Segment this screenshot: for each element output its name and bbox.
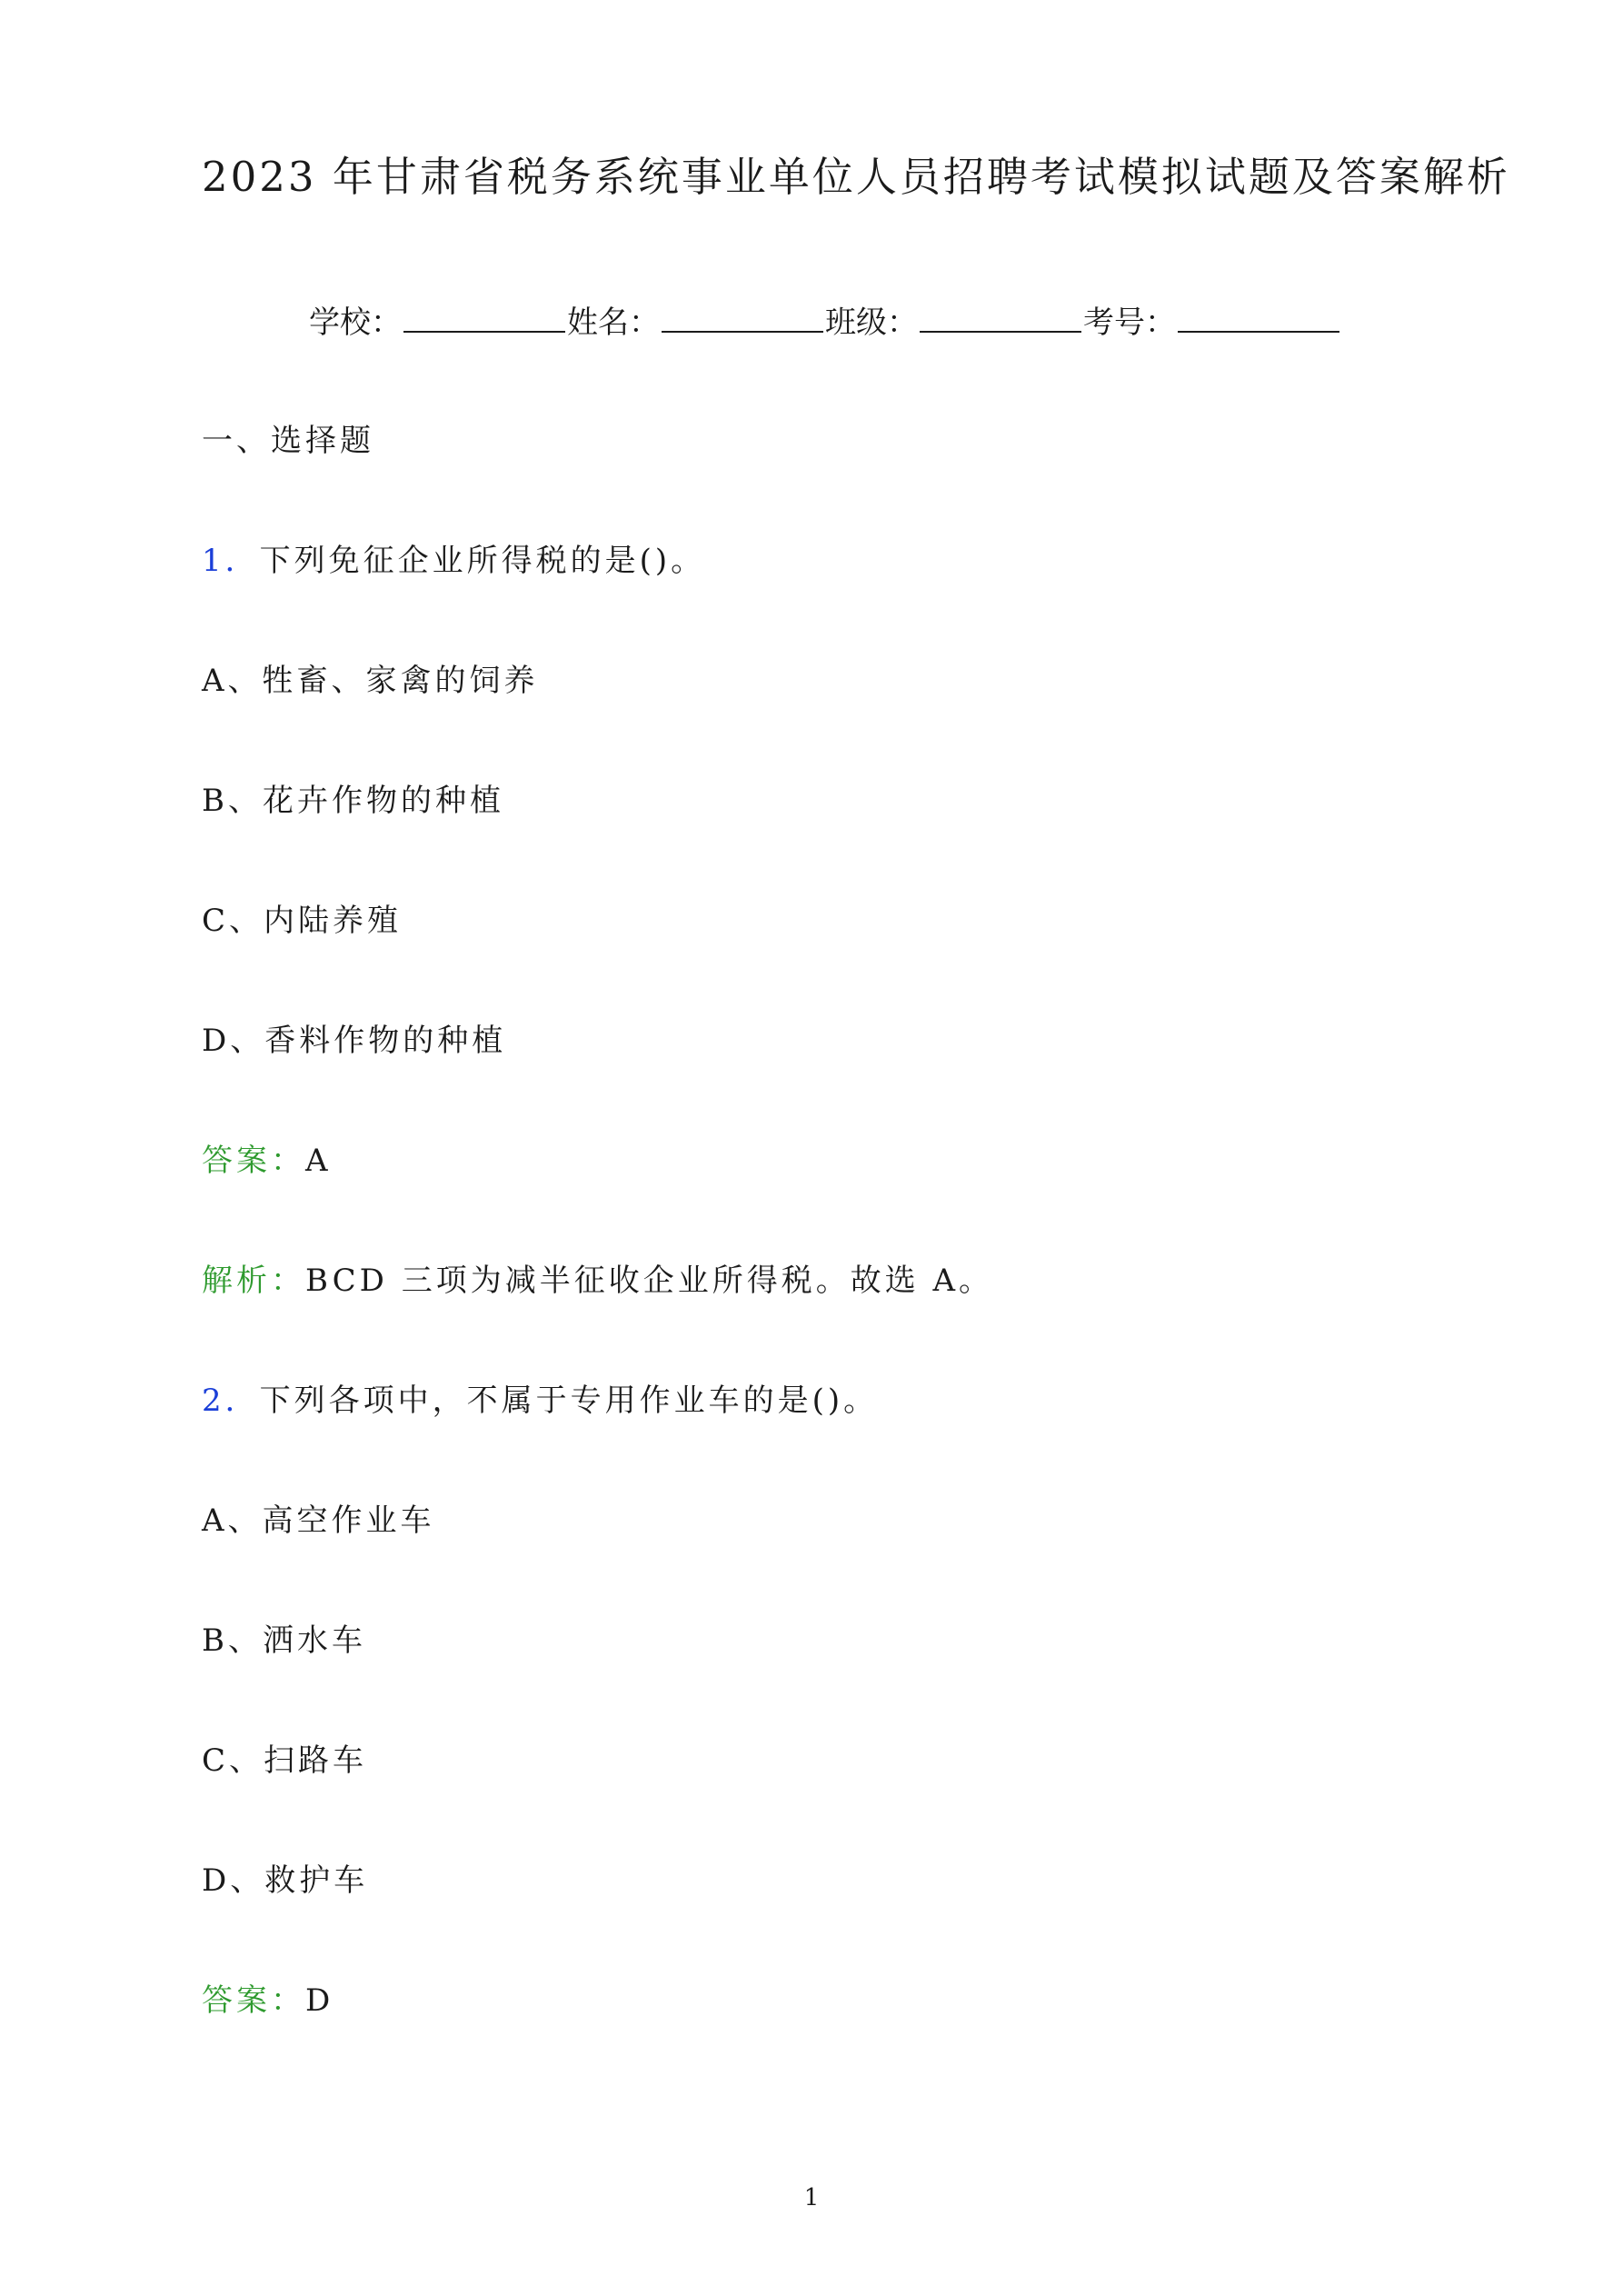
document-title: 2023 年甘肃省税务系统事业单位人员招聘考试模拟试题及答案解析 <box>202 153 1510 201</box>
question-text: 下列各项中，不属于专用作业车的是()。 <box>259 1383 879 1419</box>
number-blank <box>1178 300 1339 333</box>
answer-value: A <box>305 1143 332 1179</box>
question-number: 1． <box>202 543 260 579</box>
question-2-option-d: D、救护车 <box>202 1862 369 1899</box>
student-info-line <box>309 300 1341 345</box>
school-blank <box>403 300 565 333</box>
question-number: 2． <box>202 1383 260 1419</box>
question-1-option-b: B、花卉作物的种植 <box>202 783 504 819</box>
name-label: 姓名： <box>567 304 660 341</box>
question-1-answer <box>202 1138 332 1183</box>
school-label: 学校： <box>309 304 402 341</box>
question-2-option-c: C、扫路车 <box>202 1742 368 1779</box>
question-1-option-d: D、香料作物的种植 <box>202 1023 507 1059</box>
answer-value: D <box>305 1982 334 2019</box>
question-2 <box>202 1378 878 1423</box>
question-1 <box>202 538 705 584</box>
page-number: 1 <box>803 2184 820 2211</box>
question-1-analysis <box>202 1258 993 1303</box>
name-blank <box>662 300 823 333</box>
analysis-text: BCD 三项为减半征收企业所得税。故选 A。 <box>305 1263 994 1299</box>
answer-label: 答案： <box>202 1982 305 2019</box>
question-1-option-a: A、牲畜、家禽的饲养 <box>202 663 539 699</box>
section-title: 一、选择题 <box>202 423 374 459</box>
question-2-answer <box>202 1978 334 2023</box>
class-label: 班级： <box>825 304 918 341</box>
question-text: 下列免征企业所得税的是()。 <box>259 543 706 579</box>
question-2-option-a: A、高空作业车 <box>202 1502 435 1539</box>
analysis-label: 解析： <box>202 1263 305 1299</box>
answer-label: 答案： <box>202 1143 305 1179</box>
question-2-option-b: B、洒水车 <box>202 1622 366 1659</box>
class-blank <box>920 300 1081 333</box>
number-label: 考号： <box>1083 304 1176 341</box>
question-1-option-c: C、内陆养殖 <box>202 903 403 939</box>
